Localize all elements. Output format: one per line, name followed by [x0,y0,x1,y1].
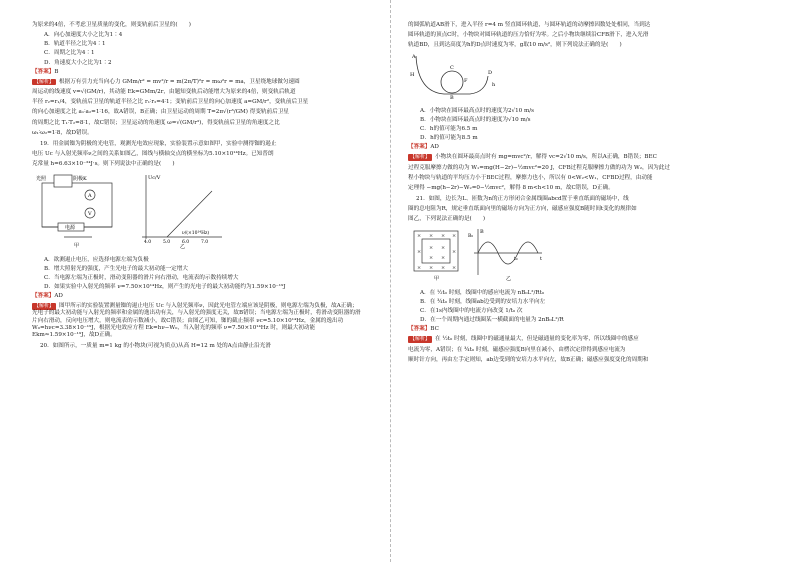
graph-t0-label: t₀ [514,256,518,262]
q20-stem: 20．如图所示，一质量 m=1 kg 的小物块(可视为质点)从高 H=12 m 处的A点由静止沿光滑 [40,343,271,350]
stem-line: 圆环轨道的顶点C时，小物块对圆环轨道的压力恰好为零。之后小物块继续沿CFB滑下，进入光滑 [408,32,649,39]
q18-options [32,32,362,67]
q19-options [32,257,362,292]
answer-label: 【答案】 [32,68,55,75]
q21-options [408,290,738,325]
q18-option-a: A．向心加速度大小之比为1∶4 [44,32,123,39]
stem-line: 电压 Uc 与入射光频率ν之间的关系如图乙，图线与横轴交点的横坐标为5.10×10¹⁴Hz。已知普朗 [32,151,274,158]
label-h: H [410,72,415,79]
exp-line: 周运动的线速度 v=√(GM/r)，其动能 Ek=GMm/2r，由题知变轨后动能增大为原来的4倍，则变轨后轨道 [32,89,296,96]
q20-option-c: C．h的值可能为6.5 m [420,125,478,132]
exp-line: 过程克服摩擦力做的功为 W₁=mg(H−2r)−½mvc²=20 J，CFB过程克服摩擦力做的功为 W₂，因为此过 [408,164,670,171]
q19-figure [32,171,362,252]
q20-track-svg [408,52,498,100]
q19-option-a: A．欲测遏止电压，应选择电源左端为负极 [44,256,149,263]
answer-label: 【答案】 [408,326,431,333]
svg-text:×: × [452,232,457,239]
q21-stem [408,196,738,223]
svg-text:×: × [429,244,434,251]
q21-option-c: C．在1s内线圈中的电流方向改变 1/t₀ 次 [420,307,523,314]
svg-text:×: × [452,248,457,255]
answer-value: BC [430,326,439,333]
q20-stem-continued [408,22,738,49]
exp-line [408,336,738,343]
exp-line: 半径 r₂=r₁/4，变轨前后卫星的轨道半径之比 r₁∶r₂=4∶1；变轨前后卫星的向心加速度 a=GM/r²，变轨前后卫星 [32,99,309,106]
right-column [408,22,738,368]
explanation-tag: 【解析】 [34,303,55,310]
fig-label-yi: 乙 [506,275,512,282]
q19-explanation [32,303,362,339]
exp-line [32,303,362,339]
label-voltmeter: V [88,211,92,218]
b-t-graph [474,229,542,275]
explanation-tag: 【解析】 [410,336,431,343]
q21-figure-svg [408,227,548,283]
q18-intro: 为原来的4倍，不考虑卫星质量的变化，则变轨前后卫星的( ) [32,22,191,28]
svg-text:×: × [429,232,434,239]
svg-text:×: × [441,232,446,239]
q19-option-b: B．增大照射光的强度，产生光电子的最大初动能一定增大 [44,265,188,272]
label-c: C [450,65,454,72]
q18-option-d: D．角速度大小之比为1∶2 [44,59,112,66]
stem-line: 轨道BD，且到达高度为h的D点时速度为零，g取10 m/s²，则下列说法正确的是( ) [408,42,622,49]
q18-option-c: C．周期之比为4∶1 [44,50,95,57]
q20-answer [408,144,738,151]
q19-answer [32,293,362,300]
exp-text: 在 ½t₀ 时刻，线圈中的磁通量最大，但是磁通量的变化率为零，所以线圈中的感应 [435,336,639,343]
q19-option-c: C．当电源左端为正极时，滑动变阻器的滑片向右滑动，电流表的示数持续增大 [44,274,239,281]
explanation-tag: 【解析】 [34,78,55,85]
stem-line: 圈的总电阻为R，规定垂直纸面向里的磁场方向为正方向，磁感应强度B随时间t变化的规律如 [408,206,637,213]
stem-line: 19．用金属铷为阴极的光电管，观测光电效应现象，实验装置示意如图甲，实验中测得铷的遏止 [40,140,277,147]
stem-line: 的圆弧轨道AB滑下，进入半径 r=4 m 竖直圆环轨道，与圆环轨道的动摩擦因数处处相同，当到达 [408,22,651,28]
fig-label-jia: 甲 [434,275,440,282]
q19-figure-svg [32,171,232,249]
answer-value: B [54,68,59,75]
label-cathode: 阴极K [73,176,87,183]
svg-text:×: × [429,254,434,261]
exp-text: 根据万有引力充当向心力 GMm/r² = mv²/r = m(2π/T)²r = mω²r = ma，卫星绕地球做匀速圆 [59,78,300,85]
q18-option-b: B．轨道半径之比为4∶1 [44,41,106,48]
svg-text:×: × [429,264,434,271]
exp-line: 的向心加速度之比 a₁∶a₂=1∶16，故A错误，B正确；由卫星运动的周期 T=2π√(r³/GM) 得变轨前后卫星 [32,109,289,116]
svg-text:×: × [441,264,446,271]
exp-text: 图甲所示的实验装置测量铷的遏止电压 Uc 与入射光频率ν，因此光电管左端应该是阴极，则电源左端为负极，故A正确；光电子的最大初动能与入射光的频率和金属的逸出功有关，与入射光的强度无关，故B错误；当电源左端为正极时，将滑动变阻器的滑片向右滑动，反向电压增大，则电流表的示数减小，故C错误；由图乙可知，铷的截止频率 νc=5.10×10¹⁴Hz，金属的逸出功 W₀=hνc=3.38×10⁻¹⁹J，根据光电效应方程 Ek=hν−W₀，当入射光的频率 ν=7.50×10¹⁴Hz 时，则最大初动能 Ekm≈1.59×10⁻¹⁹J，故D正确。 [32,303,361,338]
answer-label: 【答案】 [408,144,431,151]
q20-option-d: D．h的值可能为8.5 m [420,135,478,142]
exp-line [32,79,362,86]
label-a: A [412,54,416,61]
exp-line: 程小物块与轨道的平均压力小于BEC过程，摩擦力也小，所以有 0<W₂<W₁，CFBD过程，由动能 [408,174,653,181]
track-diagram [416,56,488,94]
label-power: 电源 [65,225,76,232]
svg-text:×: × [417,264,422,271]
svg-text:×: × [452,264,457,271]
left-column [32,22,362,353]
q19-option-d: D．如果实验中入射光的频率 ν=7.50×10¹⁴Hz，则产生的光电子的最大初动能约为1.59×10⁻¹⁹J [44,283,286,290]
q21-option-d: D．在一个周期内通过线圈某一横截面的电量为 2nB₀L²/R [420,317,564,324]
q18-answer [32,69,362,76]
label-light: 光照 [36,176,47,183]
q21-answer [408,326,738,333]
graph-y-label: Uc/V [148,175,161,182]
exp-line: 定理得 −mg(h−2r)−W₂=0−½mvc²，解得 8 m<h<10 m，故C错误，D正确。 [408,184,614,191]
stem-line: 克常量 h=6.63×10⁻³⁴J·s。则下列说法中正确的是( ) [32,161,175,168]
q21-option-a: A．在 ½t₀ 时刻，线圈中的感应电流为 nB₀L²/Rt₀ [420,289,545,296]
exp-line: 的周期之比 T₁∶T₂=8∶1，故C错误；卫星运动的角速度 ω=√(GM/r³)，得变轨前后卫星的角速度之比 [32,119,280,126]
uc-graph [142,175,222,239]
q20-explanation [408,154,738,192]
answer-label: 【答案】 [32,293,55,300]
svg-text:×: × [441,244,446,251]
label-b: B [450,95,454,101]
q20-options [408,108,738,143]
exp-line [408,154,738,161]
stem-line: 21．如图，边长为L、匝数为n的正方形闭合金属线圈abcd置于垂直纸面的磁场中，线 [416,196,629,203]
graph-x-label: ν/(×10¹⁴Hz) [182,231,210,237]
exp-line: ω₁∶ω₂=1∶8，故D错误。 [32,129,93,136]
answer-value: AD [54,293,63,300]
q21-explanation [408,336,738,363]
exp-text: 小物块在圆环最高点时有 mg=mvc²/r，解得 vc=2√10 m/s，所以A正确，B错误；BEC [435,154,657,161]
stem-line: 图乙，下列说法正确的是( ) [408,216,486,223]
q20-figure [408,52,738,103]
q21-option-b: B．在 ¾t₀ 时刻，线圈ab边受到的安培力水平向左 [420,298,546,305]
graph-b0-label: B₀ [468,233,474,239]
q20-option-b: B．小物块在圆环最高点时的速度为√10 m/s [420,116,531,123]
circuit-diagram [42,175,112,237]
q18-explanation [32,79,362,137]
fig-label-jia: 甲 [74,243,80,250]
q20-option-a: A．小物块在圆环最高点时的速度为2√10 m/s [420,107,535,114]
svg-text:×: × [441,254,446,261]
tick-5: 5.0 [163,240,171,246]
label-small-h: h [492,82,496,89]
label-f: F [464,78,468,85]
exp-line: 顺时针方向，再由左手定则知，ab边受到的安培力水平向左，故B正确；磁感应强度变化的周期和 [408,356,649,363]
graph-t-label: t [540,255,543,262]
label-d: D [488,70,493,77]
tick-4: 4.0 [144,240,152,246]
q21-figure [408,227,738,286]
q19-stem [32,141,362,168]
svg-text:×: × [417,248,422,255]
explanation-tag: 【解析】 [410,154,431,161]
graph-b-label: B [480,228,484,235]
exp-line: 电流为零，A错误；在 ¾t₀ 时刻，磁感应强度B向里在减小，由楞次定律得到感应电流为 [408,346,626,353]
tick-6: 6.0 [182,240,190,246]
fig-label-yi: 乙 [180,244,186,250]
answer-value: AD [430,144,439,151]
tick-7: 7.0 [201,240,209,246]
column-divider [390,0,392,562]
label-ammeter: A [88,193,92,200]
svg-text:×: × [417,232,422,239]
